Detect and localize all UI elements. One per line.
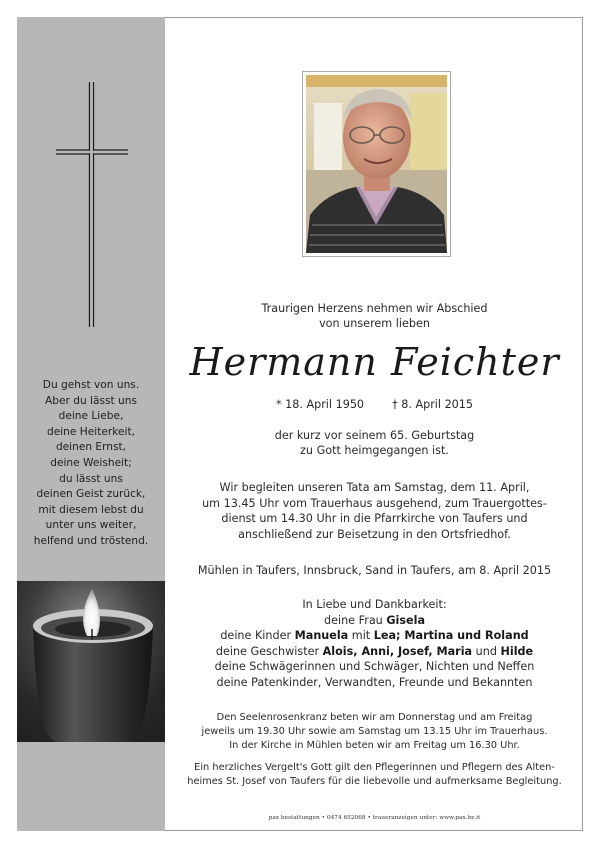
rosary-line: jeweils um 19.30 Uhr sowie am Samstag um 13.15 Uhr im Trauerhaus. bbox=[201, 726, 548, 737]
portrait-frame bbox=[302, 71, 451, 257]
memorial-poem bbox=[17, 378, 165, 550]
children-mid: mit bbox=[348, 629, 374, 643]
age-text bbox=[166, 428, 583, 458]
deceased-name: Hermann Feichter bbox=[189, 340, 560, 384]
siblings-mid: und bbox=[472, 644, 501, 658]
poem-line: deinen Ernst, bbox=[55, 441, 127, 454]
poem-line: mit diesem lebst du bbox=[38, 503, 144, 516]
family-heading: In Liebe und Dankbarkeit: bbox=[302, 598, 447, 611]
age-line: zu Gott heimgegangen ist. bbox=[300, 444, 449, 457]
siblings-names: Alois, Anni, Josef, Maria bbox=[322, 644, 473, 658]
siblings-prefix: deine Geschwister bbox=[215, 644, 323, 658]
thanks-text bbox=[166, 761, 583, 789]
poem-line: unter uns weiter, bbox=[45, 519, 137, 532]
family-list bbox=[166, 597, 583, 691]
poem-line: helfend und tröstend. bbox=[33, 534, 149, 547]
family-children bbox=[166, 628, 583, 644]
poem-line: du lässt uns bbox=[59, 472, 123, 485]
family-wife bbox=[166, 613, 583, 629]
poem-line: deine Heiterkeit, bbox=[47, 425, 135, 438]
life-dates bbox=[166, 397, 583, 412]
thanks-line: Ein herzliches Vergelt's Gott gilt den Pflegerinnen und Pflegern des Alten- bbox=[194, 762, 555, 773]
thanks-line: heimes St. Josef von Taufers für die liebevolle und aufmerksame Begleitung. bbox=[187, 776, 562, 787]
children-name-b: Lea; Martina und Roland bbox=[373, 629, 529, 643]
children-name-a: Manuela bbox=[294, 629, 349, 643]
portrait-photo bbox=[306, 75, 447, 253]
family-godchildren: deine Patenkinder, Verwandten, Freunde und Bekannten bbox=[216, 675, 533, 689]
wife-name: Gisela bbox=[386, 613, 425, 627]
funeral-line: um 13.45 Uhr vom Trauerhaus ausgehend, zum Trauergottes- bbox=[202, 496, 547, 510]
poem-line: Du gehst von uns. bbox=[42, 379, 140, 391]
funeral-line: dienst um 14.30 Uhr in die Pfarrkirche von Taufers und bbox=[221, 512, 528, 525]
funeral-line: Wir begleiten unseren Tata am Samstag, dem 11. April, bbox=[219, 481, 530, 494]
death-date: † 8. April 2015 bbox=[392, 398, 474, 411]
wife-prefix: deine Frau bbox=[323, 613, 387, 627]
siblings-last: Hilde bbox=[500, 644, 534, 658]
intro-text bbox=[166, 301, 583, 331]
poem-line: deinen Geist zurück, bbox=[36, 488, 146, 501]
age-line: der kurz vor seinem 65. Geburtstag bbox=[274, 429, 475, 442]
family-siblings bbox=[166, 644, 583, 660]
place-date: Mühlen in Taufers, Innsbruck, Sand in Taufers, am 8. April 2015 bbox=[197, 564, 552, 577]
intro-line: von unserem lieben bbox=[319, 317, 430, 330]
rosary-line: Den Seelenrosenkranz beten wir am Donnerstag und am Freitag bbox=[216, 712, 533, 723]
funeral-line: anschließend zur Beisetzung in den Ortsfriedhof. bbox=[238, 527, 511, 541]
birth-date: * 18. April 1950 bbox=[275, 398, 365, 411]
children-prefix: deine Kinder bbox=[220, 629, 295, 643]
intro-line: Traurigen Herzens nehmen wir Abschied bbox=[261, 302, 488, 315]
family-inlaws: deine Schwägerinnen und Schwäger, Nichten und Neffen bbox=[214, 660, 535, 674]
rosary-info bbox=[166, 711, 583, 753]
candle-image bbox=[17, 581, 165, 742]
poem-line: deine Weisheit; bbox=[50, 456, 132, 469]
funeral-details bbox=[166, 480, 583, 542]
footer-imprint: pax bestattungen • 0474 652068 • traueranzeigen unter: www.pax.bz.it bbox=[268, 815, 481, 821]
poem-line: deine Liebe, bbox=[58, 410, 124, 423]
rosary-line: In der Kirche in Mühlen beten wir am Freitag um 16.30 Uhr. bbox=[229, 740, 520, 751]
cross-icon bbox=[52, 82, 132, 327]
poem-line: Aber du lässt uns bbox=[45, 394, 137, 407]
